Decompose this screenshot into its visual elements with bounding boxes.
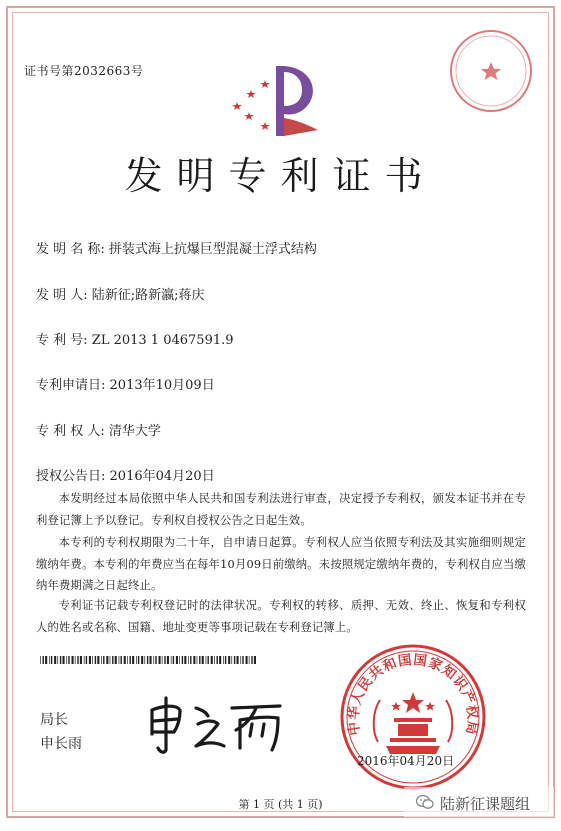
barcode-bar [164, 656, 165, 664]
barcode-bar [80, 656, 82, 664]
filing-date-value: 2013年10月09日 [109, 378, 215, 393]
patentee-row [36, 420, 161, 439]
barcode-bar [184, 656, 186, 664]
barcode-bar [231, 656, 232, 664]
filing-date-row [36, 374, 215, 393]
barcode-bar [197, 656, 198, 664]
barcode-bar [242, 656, 243, 664]
barcode-icon [40, 656, 258, 664]
barcode-bar [217, 656, 218, 664]
director-signature-icon [140, 690, 290, 760]
barcode-bar [84, 656, 85, 664]
barcode-bar [54, 656, 56, 664]
barcode-bar [77, 656, 78, 664]
inventor-label: 发 明 人: [36, 288, 88, 303]
barcode-bar [147, 656, 148, 664]
barcode-bar [92, 656, 93, 664]
barcode-bar [40, 656, 41, 664]
certificate-number: 证书号第2032663号 [24, 64, 144, 78]
barcode-bar [51, 656, 52, 664]
barcode-bar [193, 656, 195, 664]
barcode-bar [60, 656, 61, 664]
barcode-bar [251, 656, 252, 664]
grant-date-value: 2016年04月20日 [109, 469, 215, 484]
invention-name-value: 拼装式海上抗爆巨型混凝土浮式结构 [108, 242, 317, 257]
certificate-title: 发明专利证书 [124, 154, 437, 198]
barcode-bar [43, 656, 44, 664]
barcode-bar [249, 656, 250, 664]
barcode-bar [130, 656, 131, 664]
sipo-logo-icon [226, 58, 326, 138]
barcode-bar [86, 656, 87, 664]
barcode-bar [153, 656, 154, 664]
barcode-bar [101, 656, 102, 664]
barcode-bar [49, 656, 50, 664]
barcode-bar [173, 656, 174, 664]
barcode-bar [66, 656, 67, 664]
barcode-bar [89, 656, 91, 664]
barcode-bar [121, 656, 122, 664]
barcode-bar [124, 656, 126, 664]
watermark-text: 陆新征课题组 [440, 795, 531, 813]
director-title: 局长 [40, 712, 68, 728]
barcode-bar [45, 656, 47, 664]
barcode-bar [75, 656, 76, 664]
wechat-watermark [404, 787, 554, 817]
barcode-bar [138, 656, 139, 664]
barcode-bar [246, 656, 248, 664]
patent-number-label: 专 利 号: [36, 333, 88, 348]
grant-date-row [36, 465, 215, 484]
barcode-bar [208, 656, 209, 664]
barcode-bar [144, 656, 145, 664]
barcode-bar [214, 656, 215, 664]
paragraph-grant-notice: 本发明经过本局依照中华人民共和国专利法进行审查，决定授予专利权，颁发本证书并在专利登记簿上予以登记。专利权自授权公告之日起生效。 [36, 492, 526, 527]
barcode-bar [127, 656, 128, 664]
barcode-bar [211, 656, 213, 664]
barcode-bar [188, 656, 189, 664]
barcode-bar [115, 656, 117, 664]
paragraph-legal-status: 专利证书记载专利权登记时的法律状况。专利权的转移、质押、无效、终止、恢复和专利权人的姓名或名称、国籍、地址变更等事项记载在专利登记簿上。 [36, 599, 526, 634]
paragraph-term-and-fees: 本专利的专利权期限为二十年，自申请日起算。专利权人应当依照专利法及其实施细则规定缴纳年费。本专利的年费应当在每年10月09日前缴纳。未按照规定缴纳年费的，专利权自应当缴纳年费期满之日起终止。 [36, 536, 526, 592]
barcode-bar [103, 656, 104, 664]
filing-date-label: 专利申请日: [36, 378, 106, 393]
barcode-bar [182, 656, 183, 664]
barcode-bar [57, 656, 58, 664]
local-office-seal-icon [448, 28, 534, 114]
patentee-label: 专 利 权 人: [36, 424, 105, 439]
barcode-bar [159, 656, 161, 664]
barcode-bar [155, 656, 156, 664]
patent-number-value: ZL 2013 1 0467591.9 [91, 333, 234, 348]
barcode-bar [240, 656, 241, 664]
invention-name-row [36, 238, 317, 257]
barcode-bar [176, 656, 178, 664]
barcode-bar [202, 656, 204, 664]
barcode-bar [171, 656, 172, 664]
sipo-official-seal-icon [338, 642, 488, 792]
issue-date: 2016年04月20日 [357, 754, 455, 768]
barcode-bar [162, 656, 163, 664]
barcode-bar [225, 656, 226, 664]
barcode-bar [254, 656, 256, 664]
inventor-value: 陆新征;路新瀛;蒋庆 [91, 288, 205, 303]
barcode-bar [237, 656, 239, 664]
barcode-bar [112, 656, 113, 664]
barcode-bar [63, 656, 65, 664]
barcode-bar [223, 656, 224, 664]
barcode-bar [95, 656, 96, 664]
barcode-bar [219, 656, 221, 664]
barcode-bar [199, 656, 200, 664]
barcode-bar [190, 656, 191, 664]
barcode-bar [68, 656, 69, 664]
grant-date-label: 授权公告日: [36, 469, 106, 484]
barcode-bar [167, 656, 169, 664]
barcode-bar [234, 656, 235, 664]
barcode-bar [119, 656, 120, 664]
barcode-bar [150, 656, 152, 664]
barcode-bar [228, 656, 230, 664]
barcode-bar [110, 656, 111, 664]
barcode-bar [97, 656, 99, 664]
page-footer: 第 1 页 (共 1 页) [238, 798, 323, 811]
barcode-bar [72, 656, 74, 664]
barcode-bar [179, 656, 180, 664]
barcode-bar [141, 656, 143, 664]
patentee-value: 清华大学 [108, 424, 161, 439]
barcode-bar [136, 656, 137, 664]
wechat-icon [416, 794, 434, 810]
inventor-row [36, 284, 205, 303]
director-name: 申长雨 [40, 736, 82, 752]
barcode-bar [106, 656, 108, 664]
barcode-bar [132, 656, 134, 664]
barcode-bar [206, 656, 207, 664]
svg-text:中华人民共和国国家知识产权局: 中华人民共和国国家知识产权局 [345, 651, 481, 737]
invention-name-label: 发 明 名 称: [36, 242, 105, 257]
patent-number-row [36, 329, 234, 348]
